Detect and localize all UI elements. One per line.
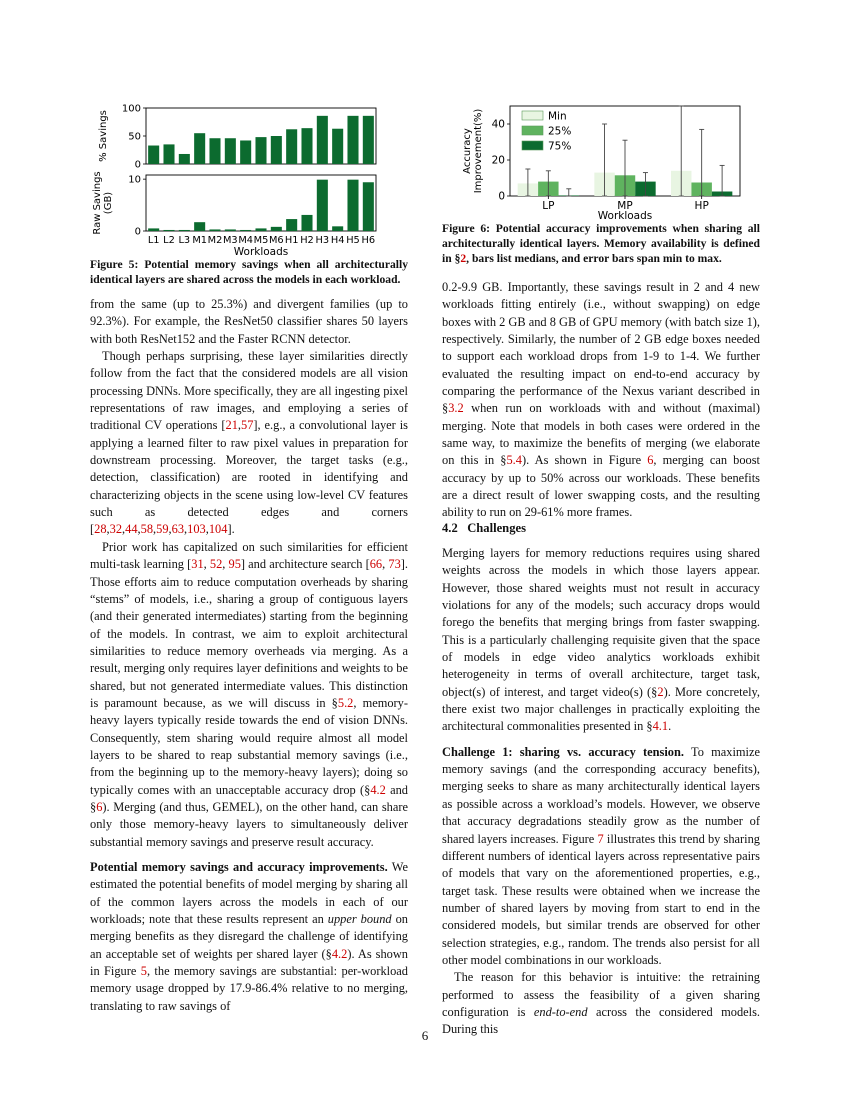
bar-H2 (301, 128, 312, 164)
citation-link[interactable]: 32 (109, 522, 123, 537)
text-run: Prior work has capitalized on such similarities for efficient multi-task learning [ (90, 539, 408, 572)
section-title: Challenges (467, 521, 526, 535)
x-tick-label: M5 (253, 235, 269, 246)
page-number: 6 (421, 1028, 429, 1043)
left-paragraph-1 (90, 296, 408, 348)
y-axis-label-0 (98, 110, 109, 162)
figure-6-caption-start: Figure 6: Potential accuracy improvements when sharing all architecturally identical layers. Memory availability is defined in § (442, 222, 760, 265)
x-tick-label: M6 (268, 235, 284, 246)
x-tick-label: H4 (330, 235, 345, 246)
bar-H5 (347, 180, 358, 231)
bar-M3 (225, 229, 236, 231)
bar-M1 (194, 222, 205, 231)
text-run: , (106, 522, 110, 537)
bar-L3 (179, 230, 190, 231)
x-tick-label: H3 (315, 235, 330, 246)
text-run: when run on workloads with and without (maximal) merging. Note that models in both cases were ordered in the same way, to maximize the benefits of merging (we elaborate on this in § (442, 401, 760, 468)
text-run: on merging benefits as they disregard the challenge of identifying an acceptable set of weights per shared layer (§ (90, 912, 408, 961)
x-tick-label: L2 (163, 235, 175, 246)
figure-6-chart (442, 100, 760, 225)
y-tick-label: 50 (128, 131, 141, 143)
right-body-text-top (442, 279, 760, 522)
bar-H4 (332, 226, 343, 231)
y-tick-label: 20 (491, 154, 505, 167)
citation-link[interactable]: 4.2 (370, 782, 386, 797)
legend-swatch-75% (522, 141, 543, 150)
y-axis-label (462, 109, 484, 194)
y-axis-label-1 (92, 171, 114, 234)
bar-H3 (317, 116, 328, 164)
text-run: We estimated the potential benefits of model merging by sharing all of the common layers across the models in each of our workloads; note that these results represent an (90, 860, 408, 927)
text-run: and § (90, 782, 408, 814)
text-run: The reason for this behavior is intuitive: the retraining performed to assess the feasibility of a given sharing configuration is (442, 970, 760, 1019)
y-axis-label-line: Improvement(%) (473, 108, 484, 194)
right-paragraph-2 (442, 545, 760, 736)
bar-M2 (209, 138, 220, 164)
right-body-text-bottom (442, 545, 760, 1039)
legend-label: 25% (548, 125, 572, 138)
bar-H3 (317, 180, 328, 231)
citation-link[interactable]: 104 (208, 522, 228, 537)
citation-link[interactable]: 73 (388, 557, 401, 572)
y-tick-label: 0 (498, 190, 505, 203)
y-axis-label-text: Raw Savings (92, 171, 103, 235)
axes-frame-1 (146, 175, 376, 231)
text-run: , (237, 418, 241, 433)
text-run: ], e.g., a convolutional layer is applying a learned filter to raw pixel values in preparation for downstream processing. Moreover, the target tasks (e.g., detection, classification) are rooted in identifying and characterizing objects in the scene using low-level CV features such as detected edges and corners [ (90, 418, 408, 537)
citation-link[interactable]: 5.4 (506, 453, 522, 468)
legend-swatch-25% (522, 126, 543, 135)
bar-M5 (255, 137, 266, 164)
bar-M1 (194, 133, 205, 164)
figure-6-caption (442, 221, 760, 266)
citation-link[interactable]: 6 (647, 453, 654, 468)
text-run: ). As shown in Figure (521, 453, 648, 468)
x-tick-label: H6 (361, 235, 376, 246)
left-body-text (90, 296, 408, 1015)
x-tick-label: M4 (238, 235, 254, 246)
bar-H6 (363, 116, 374, 164)
citation-link[interactable]: 59 (156, 522, 169, 537)
y-tick-label: 0 (134, 226, 141, 238)
section-number: 4.2 (442, 521, 458, 535)
citation-link[interactable]: 57 (241, 418, 254, 433)
citation-link[interactable]: 52 (209, 557, 223, 572)
citation-link[interactable]: 5 (140, 964, 147, 979)
figure-6-caption-ref[interactable]: 2 (460, 252, 467, 265)
text-run: Though perhaps surprising, these layer similarities directly follow from the fact that the considered models are all vision processing DNNs. More specifically, they are all ingesting pixel representations of raw images, and employing a series of traditional CV operations [ (90, 349, 408, 433)
text-run: , (203, 557, 210, 572)
text-run: end-to-end (533, 1004, 588, 1019)
text-run: . (668, 719, 672, 734)
legend-swatch-Min (522, 111, 543, 120)
x-tick-label: M2 (207, 235, 223, 246)
paragraph-heading-memory-savings: Potential memory savings and accuracy improvements. (90, 860, 388, 874)
text-run: ). More concretely, there exist two major challenges in practically exploiting the architectural commonalities presented in § (442, 684, 760, 734)
text-run: from the same (up to 25.3%) and divergent families (up to 92.3%). For example, the ResNet50 classifier shares 50 layers with both ResNet152 and the Faster RCNN detector. (90, 297, 408, 346)
text-run: ). Merging (and thus, GEMEL), on the other hand, can share only those memory-heavy layers to simultaneously deliver substantial memory savings and preserve result accuracy. (90, 799, 408, 849)
x-tick-label: L1 (147, 235, 160, 246)
citation-link[interactable]: 28 (94, 522, 107, 537)
citation-link[interactable]: 2 (657, 684, 664, 699)
citation-link[interactable]: 7 (597, 831, 604, 846)
x-tick-label: HP (694, 200, 709, 212)
right-paragraph-3 (442, 744, 760, 969)
y-axis-label-line: Accuracy (462, 128, 473, 174)
citation-link[interactable]: 66 (369, 557, 383, 572)
text-run: ]. Those efforts aim to reduce computation overheads by sharing “stems” of models, i.e., sharing a group of contiguous layers (and their generated intermediates) starting from the beginning of the models. In contrast, we aim to exploit architectural similarities to reduce memory overheads via merging. As a result, merging only requires layer definitions and weights to be shared, but not generated intermediate values. This distinction is paramount because, as we will discuss in § (90, 557, 408, 710)
x-axis-label: Workloads (597, 210, 653, 222)
bar-M6 (271, 136, 282, 164)
left-paragraph-3 (90, 539, 408, 851)
text-run: , (382, 557, 389, 572)
section-heading-4-2 (442, 521, 526, 536)
y-tick-label: 40 (491, 118, 505, 131)
text-run: 0.2-9.9 GB. Importantly, these savings result in 2 and 4 new workloads fitting entirely (i.e., without swapping) on edge boxes with 2 GB and 8 GB of GPU memory (with batch size 1), respectively. Similarly, the number of 2 GB edge boxes needed to support each workload drops from 1-9 to 1-4. We further evaluated the resulting impact on end-to-end accuracy by comparing the performance of the Nexus variant described in § (442, 280, 760, 416)
bar-L2 (163, 230, 174, 231)
left-paragraph-4-body (90, 860, 408, 1013)
text-run: illustrates this trend by sharing different numbers of identical layers across representative pairs of models that vary on the aforementioned properties, e.g., target task. These results were obtained when we increase the number of shared layers by moving from start to end in the considered models, but similar trends are observed for other selection strategies, e.g., random. The trends also persist for all other model combinations in our workloads. (442, 831, 760, 967)
figure-5-caption: Figure 5: Potential memory savings when all architecturally identical layers are shared across the models in each workload. (90, 258, 408, 286)
citation-link[interactable]: 63 (171, 522, 185, 537)
x-axis-label: Workloads (233, 246, 289, 258)
text-run: ). As shown in Figure (90, 946, 408, 979)
text-run: , (153, 522, 157, 537)
left-paragraph-4 (90, 859, 408, 1015)
bar-L2 (163, 144, 174, 164)
text-run: To maximize memory savings (and the corresponding accuracy benefits), merging seeks to share as many architecturally identical layers as possible across a workload’s models. However, we observe that accuracy degradations steadily grow as the number of shared layers increases. Figure (442, 744, 760, 846)
x-tick-label: H5 (346, 235, 360, 246)
legend-label: 75% (548, 140, 572, 153)
citation-link[interactable]: 5.2 (337, 695, 354, 710)
text-run: ] and architecture search [ (240, 557, 370, 572)
x-tick-label: H1 (284, 235, 299, 246)
bar-M4 (240, 230, 251, 231)
y-axis-label-text: (GB) (103, 191, 114, 215)
figure-6-caption-end: , bars list medians, and error bars span min to max. (466, 252, 722, 265)
x-tick-label: M3 (222, 235, 238, 246)
text-run: across the considered models. During this (442, 1004, 760, 1037)
bar-H5 (347, 116, 358, 164)
x-tick-label: LP (542, 200, 555, 212)
y-axis-label-text: % Savings (98, 110, 109, 162)
text-run: , (184, 522, 188, 537)
text-run: , merging can boost accuracy by up to 50% across our workloads. These benefits are a direct result of lower swapping costs, and the resulting ability to run on 29-61% more frames. (442, 453, 760, 520)
bar-M3 (225, 138, 236, 164)
x-tick-label: L3 (178, 235, 191, 246)
left-paragraph-2 (90, 348, 408, 539)
text-run: , the memory savings are substantial: per-workload memory usage dropped by 17.9-86.4% relative to no merging, translating to raw savings of (90, 964, 408, 1013)
citation-link[interactable]: 95 (228, 557, 241, 572)
text-run: , (205, 522, 209, 537)
text-run: upper bound (327, 912, 392, 927)
bar-L3 (179, 154, 190, 164)
right-paragraph-1 (442, 279, 760, 522)
text-run: ]. (227, 522, 235, 537)
text-run: , (222, 557, 229, 572)
text-run: Merging layers for memory reductions requires using shared weights across the models in which those layers appear. However, those shared weights must not result in accuracy violations for any of the models; such accuracy drops would forego the benefits that merging brings from faster swapping. This is a particularly challenging requisite given that the space of models in edge video analytics workloads exhibit heterogeneity in terms of overall architecture, target task, object(s) of interest, and target video(s) (§ (442, 546, 760, 699)
bar-M2 (209, 229, 220, 231)
text-run: , (122, 522, 126, 537)
bar-H1 (286, 129, 297, 164)
bar-M4 (240, 140, 251, 164)
citation-link[interactable]: 6 (96, 799, 103, 814)
x-tick-label: M1 (192, 235, 208, 246)
text-run: , memory-heavy layers typically reside towards the end of vision DNNs. Consequently, stem sharing would require almost all model layers to be shared to reap substantial memory savings (i.e., from the beginning up to the memory-heavy layers); doing so typically comes with an unacceptable accuracy drop (§ (90, 695, 408, 797)
citation-link[interactable]: 21 (225, 418, 238, 433)
bar-H6 (363, 182, 374, 231)
legend-label: Min (548, 110, 567, 123)
citation-link[interactable]: 4.2 (331, 946, 348, 961)
bar-L1 (148, 228, 159, 231)
text-run: , (168, 522, 172, 537)
x-tick-label: MP (617, 200, 633, 212)
citation-link[interactable]: 58 (140, 522, 154, 537)
y-tick-label: 10 (128, 174, 141, 186)
text-run: , (137, 522, 141, 537)
x-tick-label: H2 (300, 235, 314, 246)
bar-M6 (271, 227, 282, 231)
figure-5-chart (90, 98, 408, 258)
y-tick-label: 100 (121, 103, 141, 115)
bar-H2 (301, 215, 312, 231)
citation-link[interactable]: 44 (125, 522, 138, 537)
y-tick-label: 0 (134, 159, 141, 171)
bar-L1 (148, 146, 159, 164)
bar-H1 (286, 219, 297, 231)
citation-link[interactable]: 31 (191, 557, 204, 572)
right-paragraph-3-body (442, 745, 760, 967)
citation-link[interactable]: 3.2 (448, 401, 464, 416)
bar-H4 (332, 129, 343, 164)
citation-link[interactable]: 103 (187, 522, 206, 537)
paragraph-heading-challenge-1: Challenge 1: sharing vs. accuracy tension. (442, 744, 684, 759)
bar-M5 (255, 228, 266, 231)
citation-link[interactable]: 4.1 (652, 719, 669, 734)
